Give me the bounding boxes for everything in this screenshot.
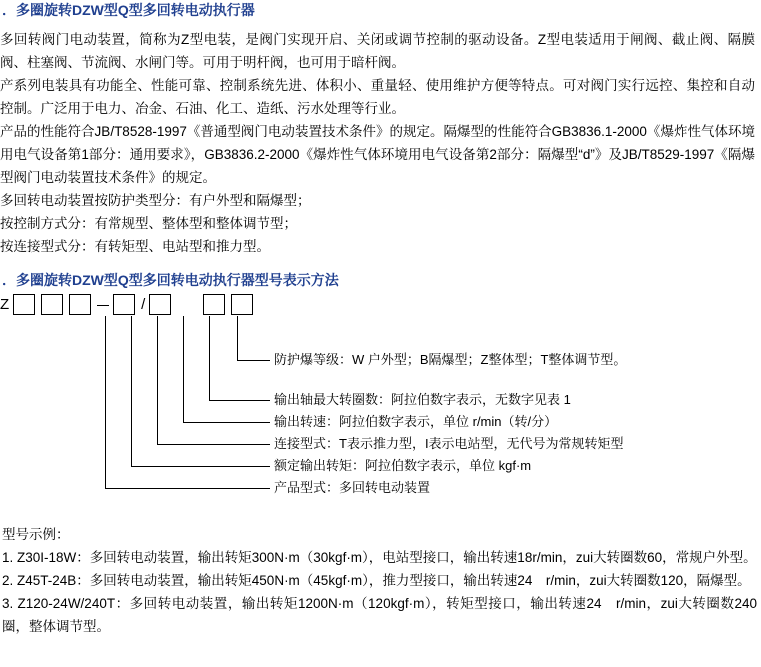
legend-label-1: 防护爆等级：W 户外型；B隔爆型；Z整体型；T整体调节型。 [274, 352, 627, 367]
code-dash [97, 294, 109, 306]
section-heading-1: ．多圈旋转DZW型Q型多回转电动执行器 [2, 2, 255, 18]
leader-line-v-4 [157, 316, 158, 444]
code-box-1 [13, 294, 35, 315]
leader-line-v-5 [131, 316, 132, 466]
example-item-3: 3. Z120-24W/240T：多回转电动装置，输出转矩1200N·m（120kgf·m），转矩型接口，输出转速24 r/min，zui大转圈数240圈，整体调节型。 [2, 596, 757, 634]
model-code-row [0, 294, 259, 322]
intro-paragraphs [0, 24, 761, 258]
legend-label-4: 连接型式：T表示推力型，I表示电站型，无代号为常规转矩型 [274, 436, 624, 451]
paragraph-2: 产系列电装具有功能全、性能可靠、控制系统先进、体积小、重量轻、使用维护方便等特点。可对阀门实行远控、集控和自动控制。广泛用于电力、冶金、石油、化工、造纸、污水处理等行业。 [0, 78, 755, 116]
code-box-7 [231, 294, 253, 315]
examples-title: 型号示例： [2, 527, 70, 542]
example-item-1: 1. Z30I-18W：多回转电动装置，输出转矩300N·m（30kgf·m），电站型接口，输出转速18r/min，zui大转圈数60，常规户外型。 [2, 550, 757, 565]
leader-line-h-3 [183, 422, 270, 423]
leader-line-v-6 [105, 316, 106, 488]
spacer [0, 258, 761, 270]
paragraph-3: 产品的性能符合JB/T8528-1997《普通型阀门电动装置技术条件》的规定。隔爆型的性能符合GB3836.1-2000《爆炸性气体环境用电气设备第1部分：通用要求》，GB3836.2-2000《爆炸性气体环境用电气设备第2部分：隔爆型“d”》及JB/T8529-1997《隔爆型阀门电动装置技术条件》的规定。 [0, 124, 755, 185]
code-box-4 [113, 294, 135, 315]
leader-line-h-4 [157, 444, 270, 445]
examples-block [0, 524, 761, 638]
leader-line-h-5 [131, 466, 270, 467]
leader-line-h-1 [237, 360, 270, 361]
code-prefix-letter: Z [0, 296, 10, 313]
example-item-2: 2. Z45T-24B：多回转电动装置，输出转矩450N·m（45kgf·m），推力型接口，输出转速24 r/min，zui大转圈数120，隔爆型。 [2, 573, 751, 588]
code-box-5 [149, 294, 171, 315]
section-heading-2: ．多圈旋转DZW型Q型多回转电动执行器型号表示方法 [2, 272, 339, 288]
leader-line-v-1 [237, 316, 238, 360]
legend-label-6: 产品型式：多回转电动装置 [274, 480, 431, 495]
code-box-6 [203, 294, 225, 315]
paragraph-5: 按控制方式分：有常规型、整体型和整体调节型； [0, 216, 297, 231]
paragraph-4: 多回转电动装置按防护类型分：有户外型和隔爆型； [0, 193, 311, 208]
paragraph-6: 按连接型式分：有转矩型、电站型和推力型。 [0, 239, 270, 254]
code-box-2 [41, 294, 63, 315]
leader-line-v-3 [183, 316, 184, 422]
code-box-3 [69, 294, 91, 315]
leader-line-v-2 [209, 316, 210, 400]
legend-label-3: 输出转速：阿拉伯数字表示，单位 r/min（转/分） [274, 414, 558, 429]
legend-label-5: 额定输出转矩：阿拉伯数字表示，单位 kgf·m [274, 458, 532, 473]
paragraph-1: 多回转阀门电动装置，简称为Z型电装，是阀门实现开启、关闭或调节控制的驱动设备。Z型电装适用于闸阀、截止阀、隔膜阀、柱塞阀、节流阀、水闸门等。可用于明杆阀，也可用于暗杆阀。 [0, 32, 755, 70]
leader-line-h-2 [209, 400, 270, 401]
legend-label-2: 输出轴最大转圈数：阿拉伯数字表示，无数字见表 1 [274, 392, 571, 407]
leader-line-h-6 [105, 488, 270, 489]
model-code-diagram [0, 294, 761, 524]
code-slash: / [141, 296, 146, 313]
